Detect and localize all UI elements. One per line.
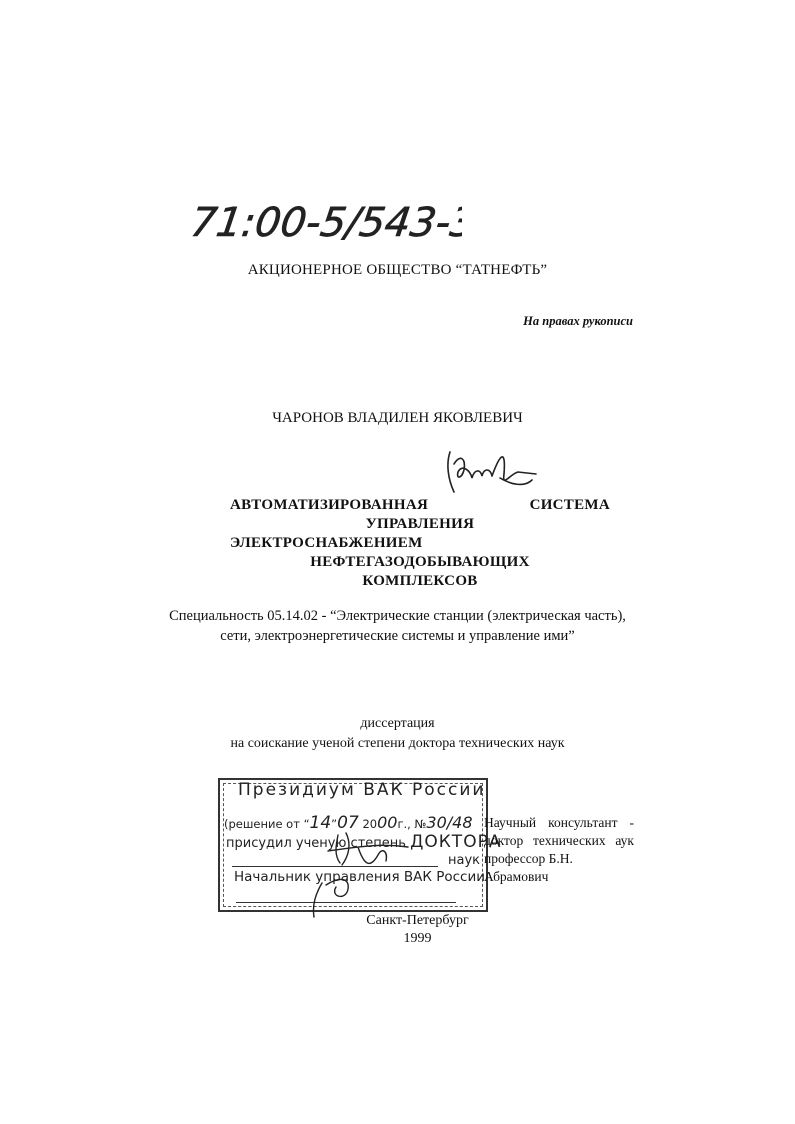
author-signature: [440, 444, 540, 504]
stamp-signature: [218, 785, 518, 925]
specialty-line: сети, электроэнергетические системы и управление ими”: [220, 628, 575, 644]
dissertation-title: [230, 496, 610, 591]
year: 1999: [403, 931, 432, 946]
title-line: АВТОМАТИЗИРОВАННАЯ СИСТЕМА УПРАВЛЕНИЯ: [230, 497, 610, 532]
stamp-degree-line: присудил ученую степень ДОКТОРА: [226, 832, 502, 852]
dissertation-line: диссертация: [360, 716, 435, 731]
rights-note: На правах рукописи: [523, 314, 633, 328]
author-name: ЧАРОНОВ ВЛАДИЛЕН ЯКОВЛЕВИЧ: [272, 410, 523, 426]
stamp-title: Президиум ВАК России: [238, 780, 486, 800]
dissertation-note: [0, 714, 795, 754]
stamp-head-title: Начальник управления ВАК России: [234, 869, 486, 885]
city: Санкт-Петербург: [366, 913, 469, 928]
dissertation-line: на соискание ученой степени доктора технических наук: [230, 736, 565, 751]
organization-name: АКЦИОНЕРНОЕ ОБЩЕСТВО “ТАТНЕФТЬ”: [247, 262, 548, 278]
title-line: КОМПЛЕКСОВ: [362, 573, 478, 589]
stamp-science-word: наук: [448, 853, 481, 868]
specialty-line: Специальность 05.14.02 - “Электрические станции (электрическая часть),: [169, 608, 626, 624]
title-line: ЭЛЕКТРОСНАБЖЕНИЕМ НЕФТЕГАЗОДОБЫВАЮЩИХ: [230, 535, 530, 570]
stamp-decision-line: (решение от “14”07 2000г., №30/48: [224, 813, 473, 833]
scientific-consultant: [484, 814, 634, 886]
consultant-line: Научный консультант -: [484, 815, 634, 830]
svg-text:71:00-5/543-3: 71:00-5/543-3: [192, 200, 462, 246]
consultant-line: профессор Б.Н. Абрамович: [484, 851, 573, 884]
place-and-year: [0, 912, 795, 948]
specialty: [0, 606, 795, 646]
consultant-line: доктор технических аук: [484, 833, 634, 848]
handwritten-registration-code: [192, 188, 462, 258]
